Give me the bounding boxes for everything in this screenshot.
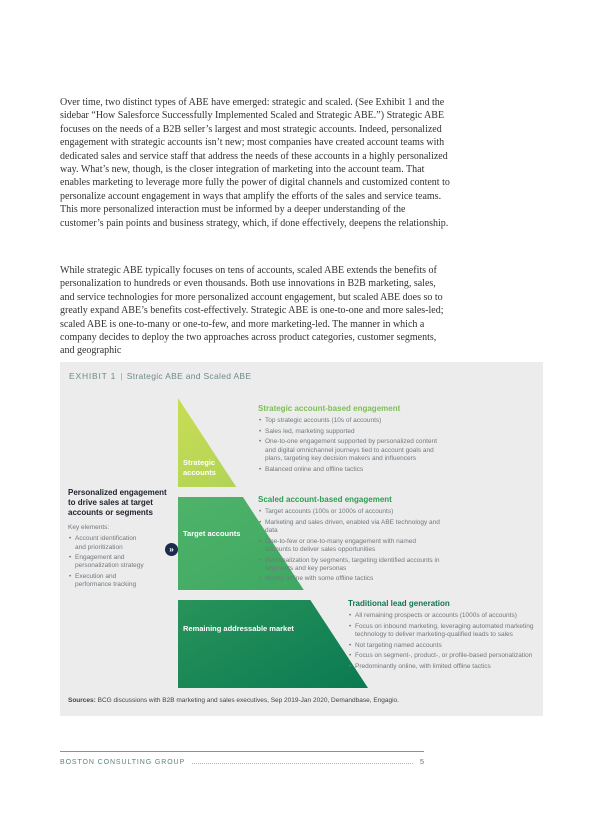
section-traditional-lead-gen (348, 599, 534, 674)
page-number: 5 (419, 757, 424, 766)
exhibit-title (69, 371, 251, 381)
section-heading: Scaled account-based engagement (258, 495, 392, 504)
paragraph-2: While strategic ABE typically focuses on tens of accounts, scaled ABE extends the benefits of personalization to hundreds or even thousands. Both use innovations in B2B marketing, sales, and service technologies for more personalized account engagement, but scaled ABE does so to greatly expand ABE’s benefits cost-effectively. Strategic ABE is one-to-one and more sales-led; scaled ABE is one-to-many or one-to-few, and more marketing-led. The manner in which a company decides to deploy the two approaches across product categories, customer segments, and geographic (60, 265, 444, 357)
list-item: • One-to-one engagement supported by personalized content and digital omnichannel journeys tied to account goals and plans, targeting key decision makers and influencers (258, 438, 440, 463)
exhibit-title-separator: | (120, 371, 123, 381)
sidebar-heading: Personalized engagement to drive sales at target accounts or segments (68, 488, 167, 517)
list-item: • Not targeting named accounts (348, 642, 534, 650)
bullet-list (258, 508, 440, 584)
list-item: • Top strategic accounts (10s of accounts) (258, 417, 440, 425)
footer-brand: BOSTON CONSULTING GROUP (60, 759, 186, 766)
list-item: • Predominantly online, with limited offline tactics (348, 663, 534, 671)
arrow-icon: » (165, 543, 178, 556)
key-elements-list (68, 535, 148, 589)
exhibit-name: Strategic ABE and Scaled ABE (126, 371, 252, 381)
section-strategic-abe (258, 404, 440, 476)
section-heading: Strategic account-based engagement (258, 404, 401, 413)
key-elements-label: Key elements: (68, 524, 110, 531)
list-item: • Execution and performance tracking (68, 573, 148, 589)
segment-label-target: Target accounts (183, 529, 241, 538)
list-item: • Sales led, marketing supported (258, 428, 440, 436)
exhibit-sidebar (68, 488, 172, 592)
bullet-list (348, 612, 534, 671)
segment-label-remaining: Remaining addressable market (183, 624, 294, 633)
list-item: • Engagement and personalization strategy (68, 554, 148, 570)
section-scaled-abe (258, 495, 440, 586)
footer-dotted-leader (192, 758, 413, 764)
exhibit-label: EXHIBIT 1 (69, 371, 117, 381)
sources-line (68, 697, 399, 704)
list-item: • Marketing and sales driven, enabled via ABE technology and data (258, 519, 440, 535)
list-item: • All remaining prospects or accounts (1000s of accounts) (348, 612, 534, 620)
list-item: • Mostly online with some offline tactics (258, 575, 440, 583)
list-item: • Focus on segment-, product-, or profile-based personalization (348, 652, 534, 660)
list-item: • Target accounts (100s or 1000s of accounts) (258, 508, 440, 516)
paragraph-1: Over time, two distinct types of ABE have emerged: strategic and scaled. (See Exhibit 1 and the sidebar “How Salesforce Successfully Implemented Scaled and Strategic ABE.”) Strategic ABE focuses on the needs of a B2B seller’s largest and most strategic accounts. Indeed, personalized engagement with strategic accounts isn’t new; most companies have created account teams with dedicated sales and service staff that address the needs of these accounts in a highly personalized way. What’s new, though, is the closer integration of marketing into the account team. That enables marketing to leverage more fully the power of digital channels and customized content to personalize account engagement in ways that amplify the efforts of the sales and service teams. This more personalized interaction must be informed by a deeper understanding of the customer’s pain points and business strategy, which, if done effectively, deepens the relationship. (60, 97, 450, 229)
list-item: • Focus on inbound marketing, leveraging automated marketing technology to deliver marketing-qualified leads to sales (348, 623, 534, 639)
list-item: • Personalization by segments, targeting identified accounts in segments and key personas (258, 557, 440, 573)
sources-text: BCG discussions with B2B marketing and sales executives, Sep 2019-Jan 2020, Demandbase, Engagio. (97, 697, 399, 704)
sources-label: Sources: (68, 697, 96, 704)
segment-label-strategic: Strategic accounts (183, 458, 216, 477)
exhibit-box (60, 362, 543, 716)
list-item: • One-to-few or one-to-many engagement with named accounts to deliver sales opportunities (258, 538, 440, 554)
list-item: • Balanced online and offline tactics (258, 466, 440, 474)
list-item: • Account identification and prioritization (68, 535, 148, 551)
section-heading: Traditional lead generation (348, 599, 450, 608)
page-footer (60, 751, 424, 766)
bullet-list (258, 417, 440, 474)
